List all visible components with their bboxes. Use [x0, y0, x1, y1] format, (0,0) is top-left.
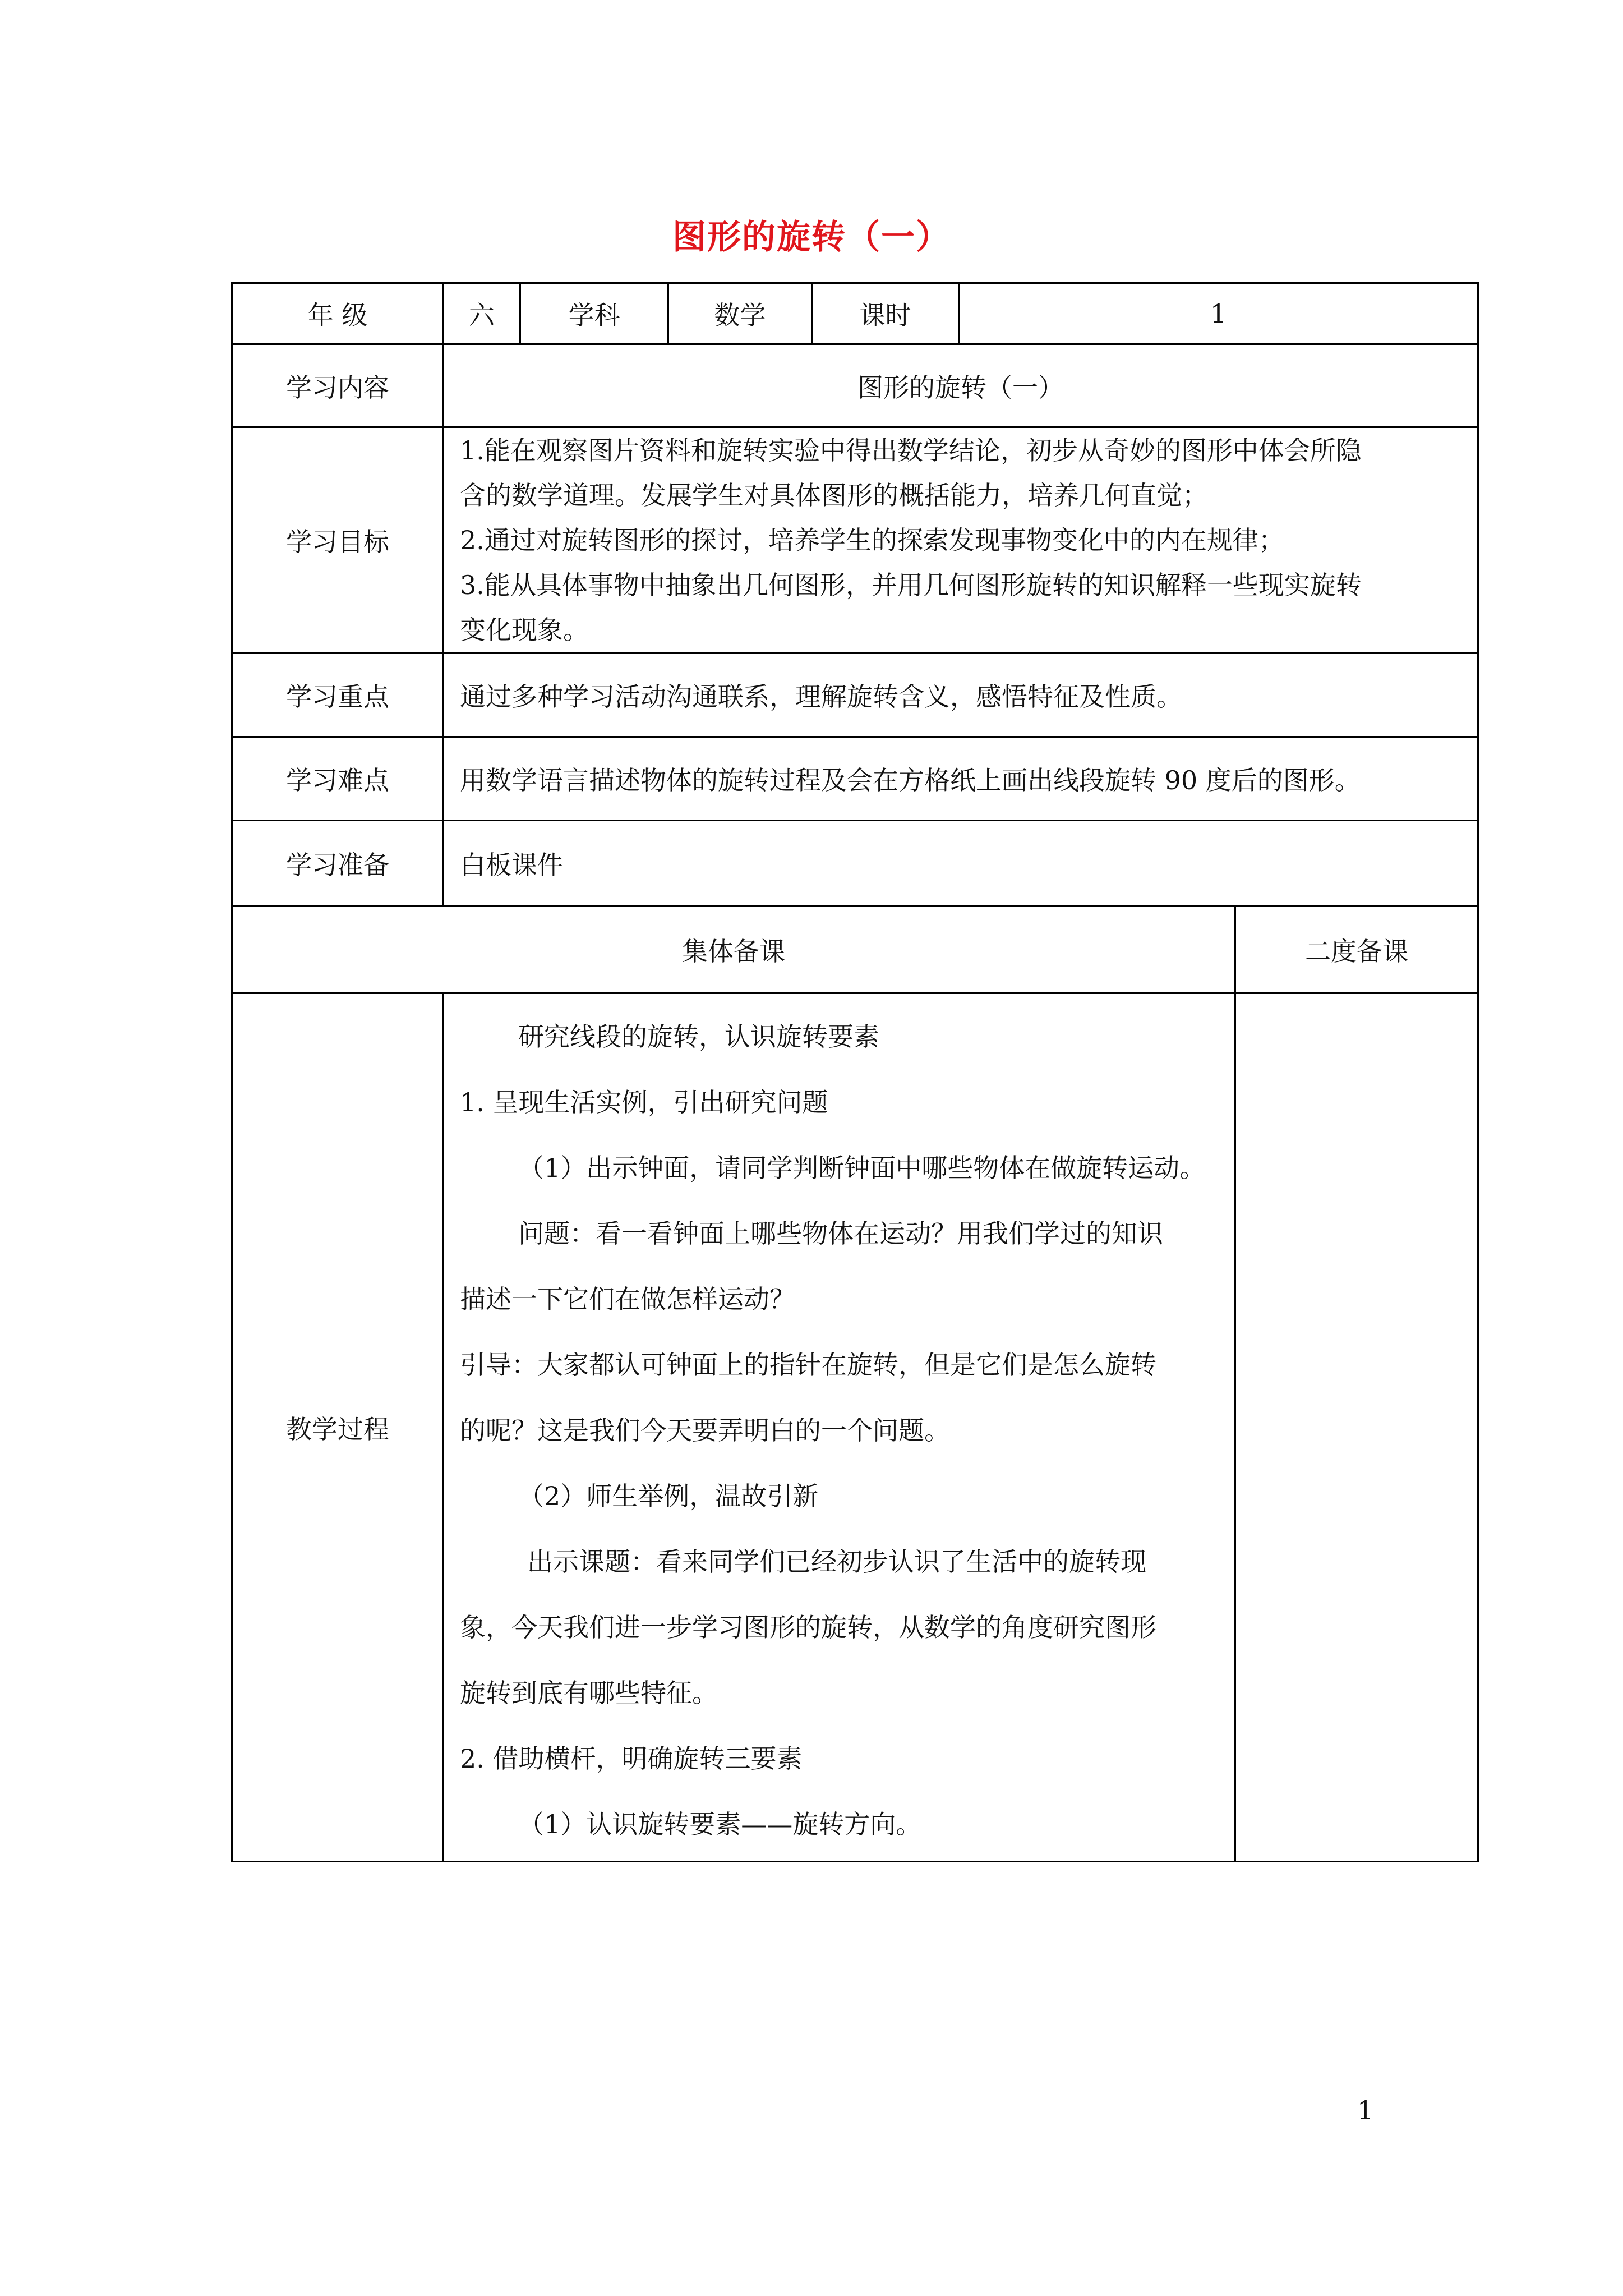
subject-value: 数学 — [668, 283, 812, 344]
goals-label: 学习目标 — [232, 427, 444, 654]
process-line: 研究线段的旋转，认识旋转要素 — [518, 1022, 879, 1052]
goals-row — [232, 427, 1478, 654]
process-line: （1）出示钟面，请同学判断钟面中哪些物体在做旋转运动。 — [518, 1153, 1206, 1183]
grade-value: 六 — [444, 283, 520, 344]
difficulties-value: 用数学语言描述物体的旋转过程及会在方格纸上画出线段旋转 90 度后的图形。 — [444, 737, 1478, 821]
secondary-prep-header: 二度备课 — [1235, 907, 1478, 993]
process-text — [444, 993, 1235, 1862]
process-line: 问题：看一看钟面上哪些物体在运动？用我们学过的知识 — [518, 1218, 1163, 1249]
grade-label: 年 级 — [232, 283, 444, 344]
preparation-label: 学习准备 — [232, 821, 444, 907]
key-points-label: 学习重点 — [232, 654, 444, 737]
process-line: 1. 呈现生活实例，引出研究问题 — [460, 1087, 828, 1117]
subject-label: 学科 — [520, 283, 668, 344]
preparation-value: 白板课件 — [444, 821, 1478, 907]
process-line: （1）认识旋转要素——旋转方向。 — [518, 1809, 922, 1839]
lesson-plan-table — [231, 282, 1479, 1862]
key-points-row — [232, 654, 1478, 737]
process-line: 的呢？这是我们今天要弄明白的一个问题。 — [460, 1415, 950, 1446]
period-value: 1 — [959, 283, 1478, 344]
process-line: 象，今天我们进一步学习图形的旋转，从数学的角度研究图形 — [460, 1612, 1156, 1642]
process-line: （2）师生举例，温故引新 — [518, 1481, 819, 1511]
goal-line: 3.能从具体事物中抽象出几何图形，并用几何图形旋转的知识解释一些现实旋转 — [460, 570, 1362, 600]
content-row — [232, 344, 1478, 427]
goals-text — [444, 427, 1478, 654]
difficulties-label: 学习难点 — [232, 737, 444, 821]
process-line: 描述一下它们在做怎样运动？ — [460, 1284, 795, 1314]
preparation-row — [232, 821, 1478, 907]
secondary-prep-cell — [1235, 993, 1478, 1862]
process-label: 教学过程 — [232, 993, 444, 1862]
goal-line: 1.能在观察图片资料和旋转实验中得出数学结论，初步从奇妙的图形中体会所隐 — [460, 435, 1362, 466]
process-line: 出示课题：看来同学们已经初步认识了生活中的旋转现 — [527, 1547, 1146, 1577]
process-line: 引导：大家都认可钟面上的指针在旋转，但是它们是怎么旋转 — [460, 1350, 1156, 1380]
collective-prep-header: 集体备课 — [232, 907, 1235, 993]
content-label: 学习内容 — [232, 344, 444, 427]
content-value: 图形的旋转（一） — [444, 344, 1478, 427]
difficulties-row — [232, 737, 1478, 821]
period-label: 课时 — [812, 283, 959, 344]
process-line: 旋转到底有哪些特征。 — [460, 1678, 718, 1708]
prep-header-row — [232, 907, 1478, 993]
process-row — [232, 993, 1478, 1862]
goal-line: 2.通过对旋转图形的探讨，培养学生的探索发现事物变化中的内在规律； — [460, 525, 1284, 555]
process-line: 2. 借助横杆，明确旋转三要素 — [460, 1743, 803, 1774]
page-number: 1 — [1357, 2095, 1374, 2125]
goal-line: 含的数学道理。发展学生对具体图形的概括能力，培养几何直觉； — [460, 480, 1208, 510]
document-title: 图形的旋转（一） — [672, 218, 951, 257]
key-points-value: 通过多种学习活动沟通联系，理解旋转含义，感悟特征及性质。 — [444, 654, 1478, 737]
header-row — [232, 283, 1478, 344]
goal-line: 变化现象。 — [460, 615, 589, 645]
